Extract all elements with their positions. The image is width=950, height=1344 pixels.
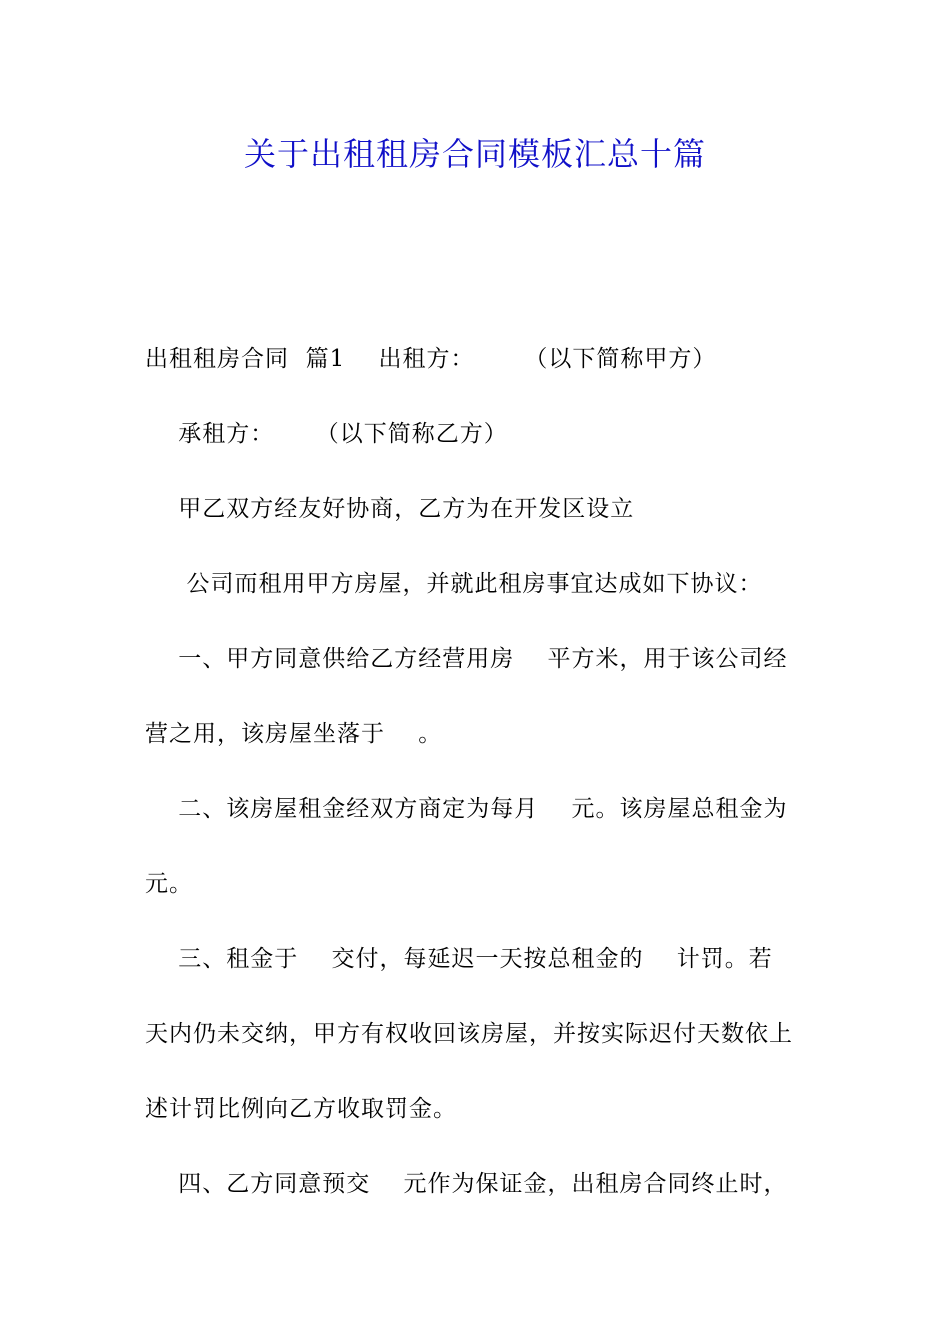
paragraph-line: 二、该房屋租金经双方商定为每月 元。该房屋总租金为 [145, 796, 788, 822]
paragraph-line: 出租租房合同 篇1 出租方： （以下简称甲方） [145, 346, 717, 372]
paragraph-line: 公司而租用甲方房屋，并就此租房事宜达成如下协议： [145, 571, 763, 597]
document-title: 关于出租租房合同模板汇总十篇 [243, 135, 706, 173]
paragraph-line: 承租方： （以下简称乙方） [145, 421, 508, 447]
paragraph-line: 营之用，该房屋坐落于 。 [145, 721, 443, 747]
paragraph-line: 三、租金于 交付，每延迟一天按总租金的 计罚。若 [145, 946, 773, 972]
paragraph-line: 甲乙双方经友好协商，乙方为在开发区设立 [145, 496, 635, 522]
paragraph-line: 述计罚比例向乙方收取罚金。 [145, 1096, 457, 1122]
paragraph-line: 四、乙方同意预交 元作为保证金，出租房合同终止时， [145, 1171, 788, 1197]
paragraph-line: 天内仍未交纳，甲方有权收回该房屋，并按实际迟付天数依上 [145, 1021, 793, 1047]
paragraph-line: 元。 [145, 871, 193, 897]
paragraph-line: 一、甲方同意供给乙方经营用房 平方米，用于该公司经 [145, 646, 788, 672]
